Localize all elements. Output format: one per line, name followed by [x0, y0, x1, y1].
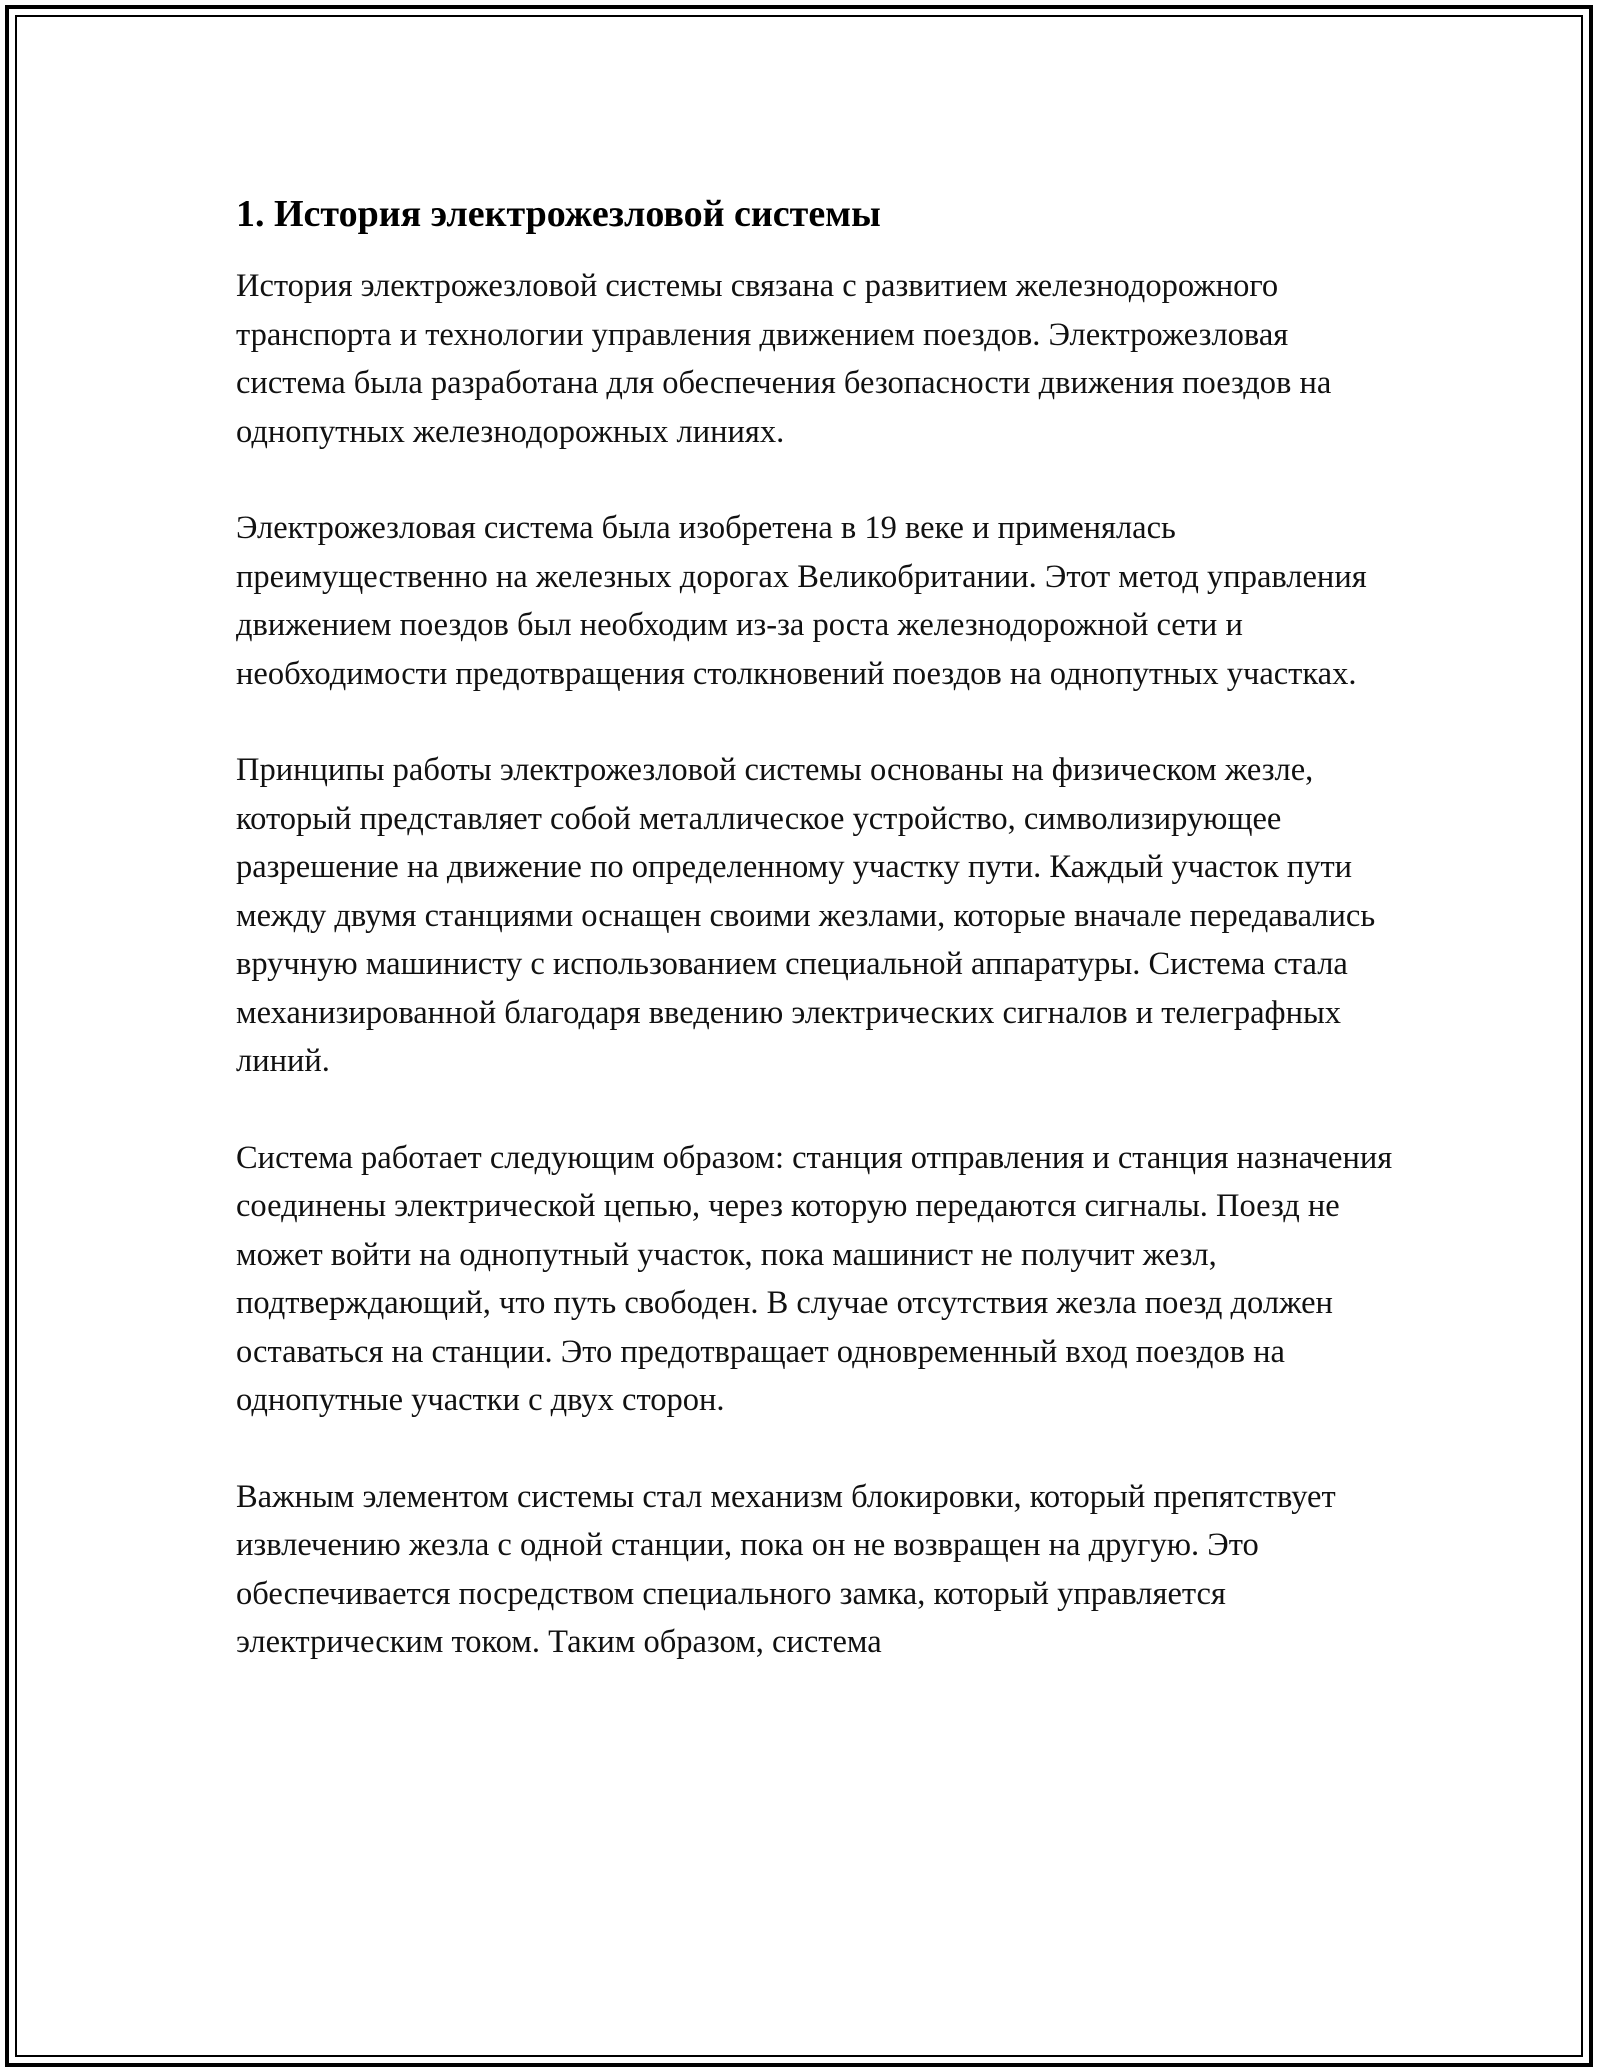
paragraph-3: Принципы работы электрожезловой системы основаны на физическом жезле, который представляет собой металлическое устройство, символизирующее разрешение на движение по определенному участку пути. Каждый участок пути между двумя станциями оснащен своими жезлами, которые вначале передавались вручную машинисту с использованием специальной аппаратуры. Система стала механизированной благодаря введению электрических сигналов и телеграфных линий.	[236, 752, 1376, 1079]
section-heading: 1. История электрожезловой системы	[236, 193, 881, 235]
paragraph-2: Электрожезловая система была изобретена в 19 веке и применялась преимущественно на железных дорогах Великобритании. Этот метод управления движением поездов был необходим из-за роста железнодорожной сети и необходимости предотвращения столкновений поездов на однопутных участках.	[236, 510, 1367, 692]
document-body	[236, 190, 1396, 1715]
paragraph-1: История электрожезловой системы связана с развитием железнодорожного транспорта и технологии управления движением поездов. Электрожезловая система была разработана для обеспечения безопасности движения поездов на однопутных железнодорожных линиях.	[236, 268, 1332, 450]
paragraph-5: Важным элементом системы стал механизм блокировки, который препятствует извлечению жезла с одной станции, пока он не возвращен на другую. Это обеспечивается посредством специального замка, который управляется электрическим током. Таким образом, система	[236, 1478, 1336, 1660]
paragraph-4: Система работает следующим образом: станция отправления и станция назначения соединены электрической цепью, через которую передаются сигналы. Поезд не может войти на однопутный участок, пока машинист не получит жезл, подтверждающий, что путь свободен. В случае отсутствия жезла поезд должен оставаться на станции. Это предотвращает одновременный вход поездов на однопутные участки с двух сторон.	[236, 1139, 1393, 1418]
